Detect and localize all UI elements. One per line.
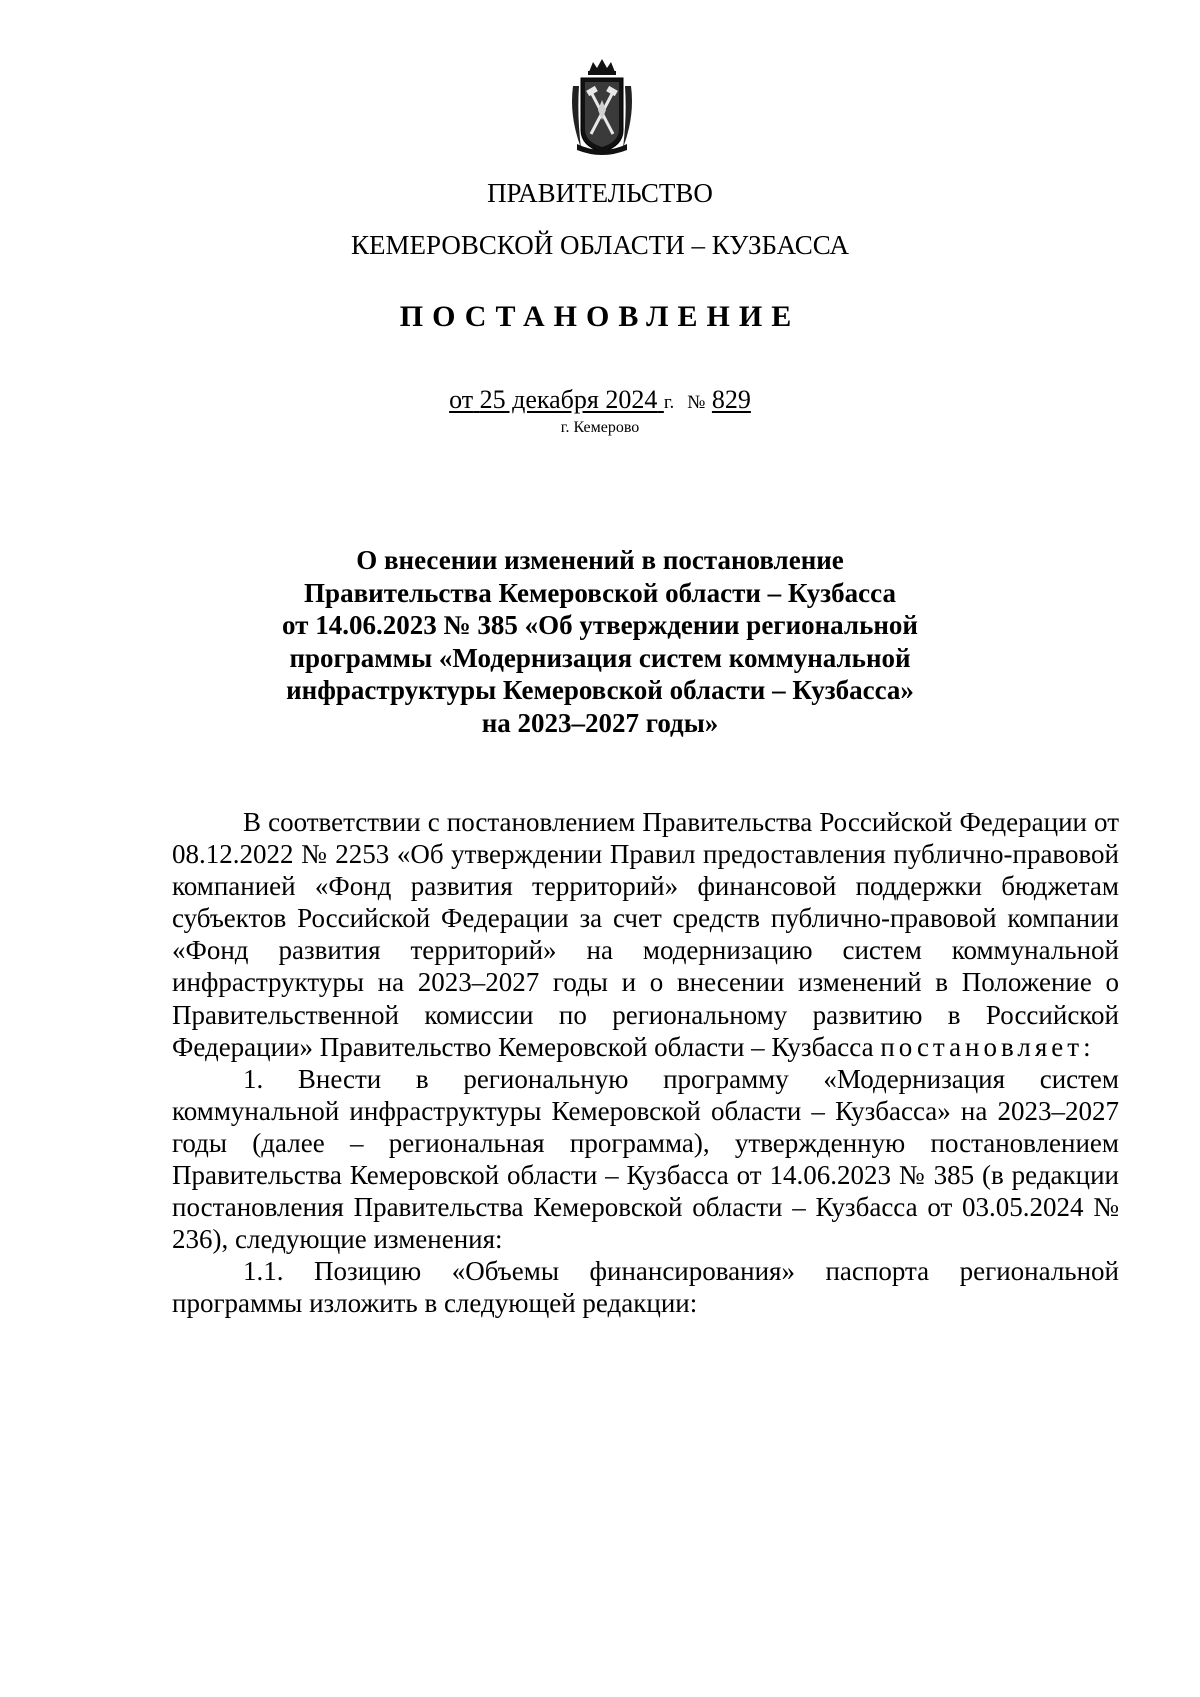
coat-of-arms-icon <box>569 56 635 156</box>
preamble-text: В соответствии с постановлением Правительства Российской Федерации от 08.12.2022 № 2253 «Об утверждении Правил предоставления публично-правовой компанией «Фонд развития территорий» финансовой поддержки бюджетам субъектов Российской Федерации за счет средств публично-правовой компании «Фонд развития территорий» на модернизацию систем коммунальной инфраструктуры на 2023–2027 годы и о внесении изменений в Положение о Правительственной комиссии по региональному развитию в Российской Федерации» Правительство Кемеровской области – Кузбасса <box>172 807 1119 1062</box>
title-line: О внесении изменений в постановление <box>356 545 844 575</box>
document-title <box>200 544 1000 740</box>
title-line: от 14.06.2023 № 385 «Об утверждении региональной <box>282 610 918 641</box>
item-1-paragraph: 1. Внести в региональную программу «Модернизация систем коммунальной инфраструктуры Кемеровской области – Кузбасса» на 2023–2027 годы (далее – региональная программа), утвержденную постановлением Правительства Кемеровской области – Кузбасса от 14.06.2023 № 385 (в редакции постановления Правительства Кемеровской области – Кузбасса от 03.05.2024 № 236), следующие изменения: <box>172 1063 1119 1255</box>
resolves-word: постановляет <box>880 1031 1084 1062</box>
document-date: 25 декабря 2024 <box>479 385 658 414</box>
document-type-heading: ПОСТАНОВЛЕНИЕ <box>399 300 801 333</box>
preamble-paragraph <box>172 806 1119 1063</box>
document-number: 829 <box>711 385 751 414</box>
title-line: программы «Модернизация систем коммунальной <box>289 642 911 673</box>
resolves-colon: : <box>1083 1031 1091 1062</box>
title-line: инфраструктуры Кемеровской области – Кузбасса» <box>286 675 914 706</box>
date-prefix: от 25 декабря 2024 <box>449 385 658 414</box>
item-1-1-paragraph: 1.1. Позицию «Объемы финансирования» паспорта региональной программы изложить в следующей редакции: <box>172 1256 1119 1319</box>
document-body <box>172 806 1119 1320</box>
government-name-line2: КЕМЕРОВСКОЙ ОБЛАСТИ – КУЗБАССА <box>351 230 849 260</box>
number-sign: № <box>687 392 706 413</box>
document-city: г. Кемерово <box>560 419 640 436</box>
title-line: на 2023–2027 годы» <box>481 707 719 738</box>
title-line: Правительства Кемеровской области – Кузбасса <box>304 577 896 608</box>
government-name-line1: ПРАВИТЕЛЬСТВО <box>487 178 713 208</box>
date-number-line <box>0 384 1200 419</box>
year-suffix: г. <box>663 392 675 413</box>
